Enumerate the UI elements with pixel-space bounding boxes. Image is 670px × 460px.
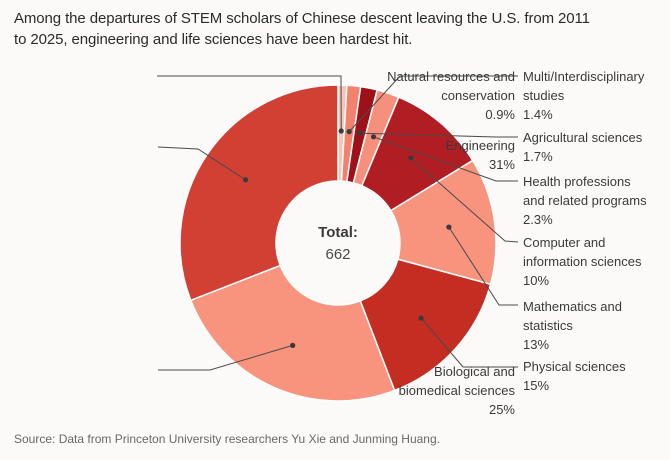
slice-label-line: Health professions — [523, 174, 631, 189]
leader-dot-multi-interdisciplinary — [347, 129, 352, 134]
slice-label-line: Engineering — [445, 138, 515, 153]
slice-label-computer — [523, 233, 642, 290]
slice-label-line: 10% — [523, 273, 550, 288]
slice-label-line: conservation — [441, 88, 515, 103]
total-value: 662 — [325, 246, 351, 263]
slice-label-physical — [523, 357, 626, 395]
slice-label-line: statistics — [523, 318, 573, 333]
slice-label-line: 13% — [523, 337, 550, 352]
slice-label-line: 25% — [488, 402, 515, 417]
slice-label-line: 0.9% — [485, 107, 515, 122]
slice-label-line: Multi/Interdisciplinary — [523, 69, 645, 84]
slice-label-mathematics — [523, 297, 622, 354]
total-label: Total: — [318, 224, 358, 241]
slice-label-line: Natural resources and — [387, 69, 515, 84]
slice-label-line: 31% — [488, 157, 515, 172]
slice-label-line: 15% — [523, 378, 550, 393]
leader-dot-natural-resources — [339, 128, 344, 133]
slice-engineering — [180, 85, 338, 300]
leader-dot-mathematics — [446, 225, 451, 230]
slice-label-multi-interdisciplinary — [523, 67, 644, 124]
slice-label-line: 1.4% — [523, 107, 553, 122]
slice-label-line: Physical sciences — [523, 359, 626, 374]
chart-title-line1: Among the departures of STEM scholars of Chinese descent leaving the U.S. from 2011 — [14, 10, 590, 27]
slice-label-line: information sciences — [523, 254, 642, 269]
leader-dot-health — [371, 134, 376, 139]
leader-dot-agricultural — [357, 131, 362, 136]
leader-dot-computer — [408, 155, 413, 160]
slice-label-line: 1.7% — [523, 149, 553, 164]
slice-label-line: biomedical sciences — [398, 383, 515, 398]
slice-label-line: Computer and — [523, 235, 606, 250]
slice-label-agricultural — [523, 128, 642, 166]
leader-dot-physical — [419, 316, 424, 321]
source-note: Source: Data from Princeton University researchers Yu Xie and Junming Huang. — [14, 432, 440, 446]
slice-label-line: studies — [523, 88, 565, 103]
slice-label-biological — [399, 362, 515, 419]
slice-label-line: Biological and — [434, 364, 515, 379]
chart-title-line2: to 2025, engineering and life sciences have been hardest hit. — [14, 31, 413, 48]
slice-label-natural-resources — [387, 67, 515, 124]
leader-dot-engineering — [243, 177, 248, 182]
slice-label-line: 2.3% — [523, 212, 553, 227]
slice-label-line: Mathematics and — [523, 299, 622, 314]
slice-label-line: Agricultural sciences — [523, 130, 643, 145]
slice-label-health — [523, 172, 647, 229]
slice-label-line: and related programs — [523, 193, 647, 208]
slice-label-engineering — [446, 136, 515, 174]
leader-dot-biological — [290, 343, 295, 348]
